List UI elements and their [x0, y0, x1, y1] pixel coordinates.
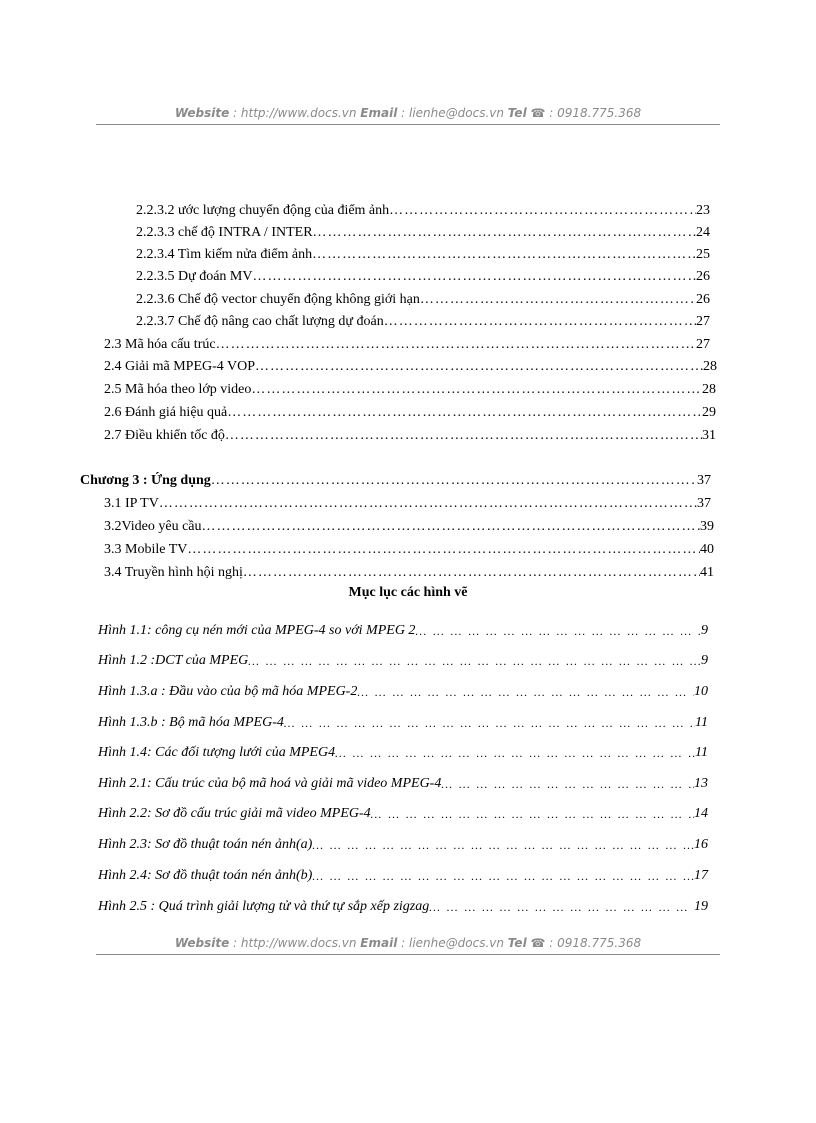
figure-entry-label: Hình 2.1: Cấu trúc của bộ mã hoá và giải mã video MPEG-4	[98, 776, 442, 791]
toc-entry	[136, 311, 710, 331]
toc-entry-label: 3.1 IP TV	[104, 496, 159, 511]
figure-entry-page: 9	[701, 623, 708, 638]
toc-entry-label: 3.4 Truyền hình hội nghị	[104, 565, 243, 580]
figure-leader	[429, 898, 694, 916]
toc-entry	[104, 539, 714, 559]
figure-entry-page: 16	[694, 837, 708, 852]
figure-leader	[441, 775, 694, 793]
figure-entry	[98, 710, 708, 732]
toc-entry	[104, 356, 717, 376]
figure-entry	[98, 832, 708, 854]
website-label: Website	[174, 106, 230, 120]
figure-leader	[357, 683, 694, 701]
toc-entry-label: 2.3 Mã hóa cấu trúc	[104, 337, 216, 352]
toc-entry	[104, 562, 714, 582]
figure-entry-label: Hình 2.3: Sơ đồ thuật toán nén ảnh(a)	[98, 837, 313, 852]
figure-entry-page: 9	[701, 653, 708, 668]
toc-leader	[389, 202, 696, 220]
figure-entry-label: Hình 1.4: Các đối tượng lưới của MPEG4	[98, 745, 336, 760]
figure-entry	[98, 894, 708, 916]
toc-entry-page: 26	[696, 269, 710, 284]
website-value: : http://www.docs.vn	[229, 106, 361, 120]
figure-leader	[415, 622, 701, 640]
figure-entry	[98, 679, 708, 701]
toc-chapter-label: Chương 3 : Ứng dụng	[80, 473, 211, 488]
figure-leader	[335, 744, 695, 762]
toc-entry-label: 2.2.3.5 Dự đoán MV	[136, 269, 253, 284]
toc-entry	[104, 425, 716, 445]
toc-entry-page: 28	[702, 382, 716, 397]
toc-leader	[243, 564, 700, 582]
figure-entry-label: Hình 1.3.a : Đầu vào của bộ mã hóa MPEG-2	[98, 684, 358, 699]
toc-leader	[313, 224, 696, 242]
figure-entry-label: Hình 2.4: Sơ đồ thuật toán nén ảnh(b)	[98, 868, 313, 883]
email-label: Email	[360, 936, 398, 950]
tel-value: ☎ : 0918.775.368	[526, 936, 642, 950]
toc-entry	[104, 334, 710, 354]
toc-leader	[255, 358, 703, 376]
toc-entry-page: 26	[696, 292, 710, 307]
figure-leader	[312, 867, 694, 885]
website-value: : http://www.docs.vn	[229, 936, 361, 950]
toc-leader	[252, 268, 696, 286]
tel-label: Tel	[507, 106, 527, 120]
figure-entry-label: Hình 1.3.b : Bộ mã hóa MPEG-4	[98, 715, 284, 730]
toc-entry-label: 3.2Video yêu cầu	[104, 519, 202, 534]
figure-entry	[98, 771, 708, 793]
toc-entry	[136, 244, 710, 264]
toc-leader	[159, 495, 697, 513]
figure-entry-page: 10	[694, 684, 708, 699]
figures-title: Mục lục các hình vẽ	[348, 585, 468, 600]
toc-entry-label: 2.2.3.7 Chế độ nâng cao chất lượng dự đoán	[136, 314, 384, 329]
toc-entry	[104, 402, 716, 422]
toc-entry-label: 2.5 Mã hóa theo lớp video	[104, 382, 252, 397]
figure-leader	[248, 652, 701, 670]
figure-entry-page: 11	[695, 715, 708, 730]
page-header	[96, 106, 720, 125]
toc-leader	[384, 313, 696, 331]
figure-entry-label: Hình 2.2: Sơ đồ cấu trúc giải mã video MPEG-4	[98, 806, 371, 821]
toc-entry-page: 25	[696, 247, 710, 262]
figure-entry	[98, 801, 708, 823]
figure-leader	[284, 714, 695, 732]
figure-entry-page: 13	[694, 776, 708, 791]
toc-entry-page: 28	[703, 359, 717, 374]
page-footer	[96, 936, 720, 955]
toc-chapter-3	[80, 470, 711, 490]
email-label: Email	[360, 106, 398, 120]
toc-entry-label: 2.2.3.6 Chế độ vector chuyển động không giới hạn	[136, 292, 420, 307]
figure-entry	[98, 618, 708, 640]
figure-leader	[371, 805, 694, 823]
toc-entry	[136, 289, 710, 309]
toc-entry-label: 2.6 Đánh giá hiệu quả	[104, 405, 228, 420]
figure-leader	[312, 836, 694, 854]
toc-leader	[227, 404, 702, 422]
toc-entry	[104, 516, 714, 536]
toc-entry-label: 3.3 Mobile TV	[104, 542, 188, 557]
toc-entry	[136, 266, 710, 286]
toc-entry-page: 37	[697, 473, 711, 488]
toc-entry	[104, 379, 716, 399]
toc-leader	[187, 541, 700, 559]
toc-leader	[420, 291, 696, 309]
email-value: : lienhe@docs.vn	[397, 106, 508, 120]
toc-entry-page: 37	[697, 496, 711, 511]
toc-leader	[225, 427, 702, 445]
figure-entry-label: Hình 1.1: công cụ nén mới của MPEG-4 so với MPEG 2	[98, 623, 416, 638]
toc-entry-page: 24	[696, 225, 710, 240]
toc-entry-page: 27	[696, 314, 710, 329]
toc-entry	[104, 493, 711, 513]
toc-entry-label: 2.4 Giải mã MPEG-4 VOP	[104, 359, 256, 374]
figure-entry-label: Hình 2.5 : Quá trình giải lượng tử và thứ tự sắp xếp zigzag	[98, 899, 430, 914]
toc-entry-label: 2.2.3.2 ước lượng chuyển động của điểm ảnh	[136, 203, 390, 218]
toc-entry-label: 2.2.3.4 Tìm kiếm nửa điểm ảnh	[136, 247, 313, 262]
tel-label: Tel	[507, 936, 527, 950]
toc-leader	[211, 472, 697, 490]
toc-entry-page: 23	[696, 203, 710, 218]
figure-entry	[98, 740, 708, 762]
toc-entry-page: 31	[702, 428, 716, 443]
figure-entry	[98, 648, 708, 670]
figure-entry-page: 11	[695, 745, 708, 760]
toc-entry-label: 2.7 Điều khiển tốc độ	[104, 428, 225, 443]
toc-entry-page: 39	[700, 519, 714, 534]
toc-leader	[216, 336, 696, 354]
tel-value: ☎ : 0918.775.368	[526, 106, 642, 120]
toc-entry-page: 40	[700, 542, 714, 557]
toc-entry-page: 27	[696, 337, 710, 352]
figure-entry-page: 19	[694, 899, 708, 914]
toc-leader	[312, 246, 696, 264]
toc-entry	[136, 222, 710, 242]
figure-entry-label: Hình 1.2 :DCT của MPEG	[98, 653, 249, 668]
website-label: Website	[174, 936, 230, 950]
toc-leader	[202, 518, 700, 536]
toc-entry-page: 29	[702, 405, 716, 420]
figure-entry-page: 14	[694, 806, 708, 821]
toc-entry-page: 41	[700, 565, 714, 580]
figure-entry-page: 17	[694, 868, 708, 883]
toc-entry	[136, 200, 710, 220]
toc-leader	[251, 381, 702, 399]
toc-entry-label: 2.2.3.3 chế độ INTRA / INTER	[136, 225, 313, 240]
email-value: : lienhe@docs.vn	[397, 936, 508, 950]
figure-entry	[98, 863, 708, 885]
